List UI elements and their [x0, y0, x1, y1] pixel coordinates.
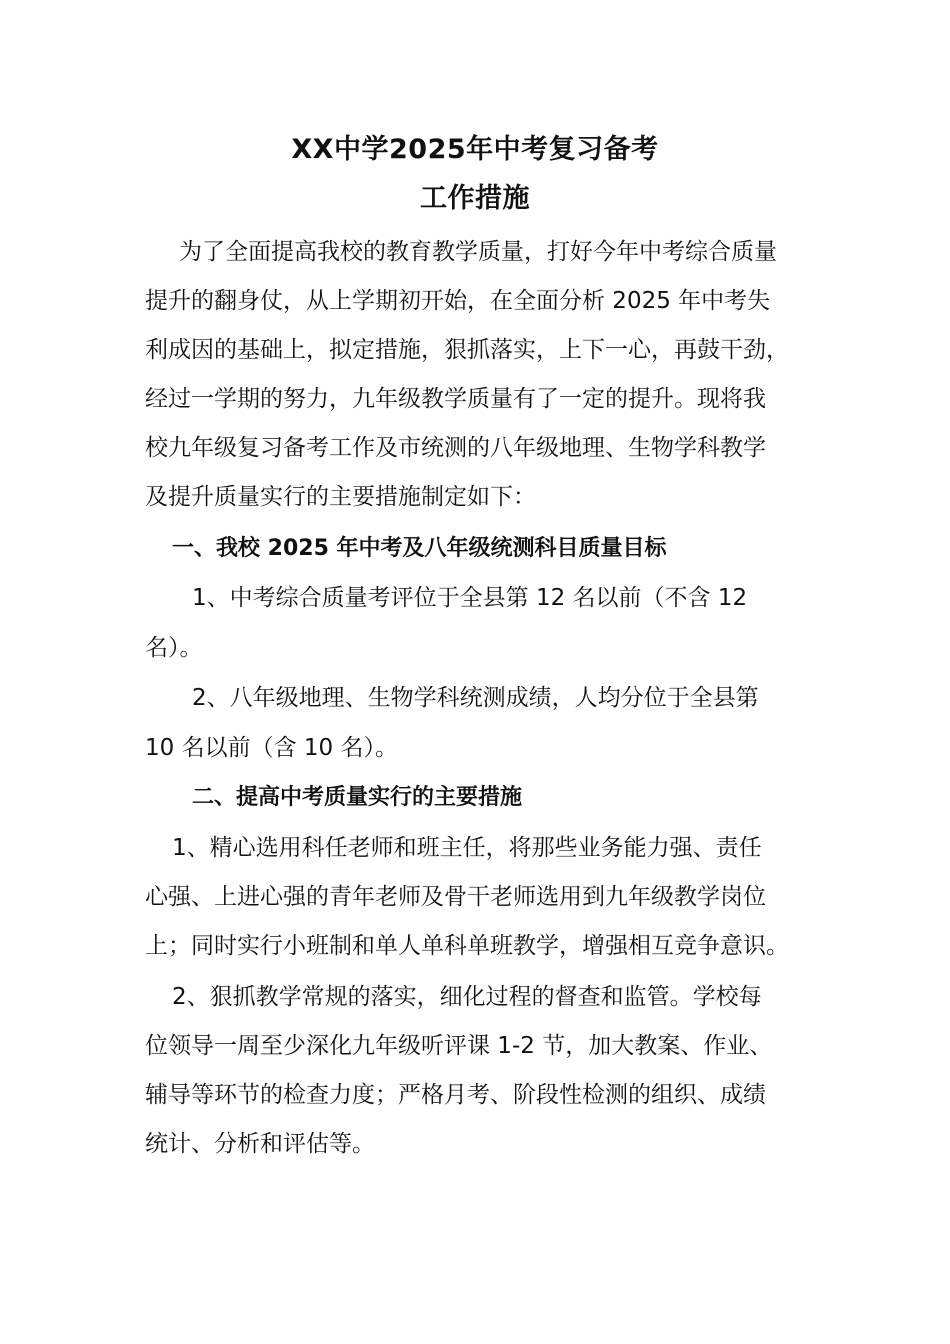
section-1-item-2-line: 2、八年级地理、生物学科统测成绩，人均分位于全县第 [192, 685, 759, 711]
document-title-line-2: 工作措施 [420, 183, 530, 214]
section-1-heading: 一、我校 2025 年中考及八年级统测科目质量目标 [172, 536, 667, 561]
section-1-item-2-line: 10 名以前（含 10 名）。 [145, 735, 398, 761]
section-2-heading: 二、提高中考质量实行的主要措施 [192, 785, 523, 810]
section-2-item-1-line: 1、精心选用科任老师和班主任，将那些业务能力强、责任 [172, 835, 762, 861]
section-2-item-1-line: 心强、上进心强的青年老师及骨干老师选用到九年级教学岗位 [145, 884, 766, 910]
section-2-item-2-line: 位领导一周至少深化九年级听评课 1-2 节，加大教案、作业、 [145, 1033, 773, 1059]
intro-line: 提升的翻身仗，从上学期初开始，在全面分析 2025 年中考失 [145, 288, 771, 314]
section-1-item-1-line: 名）。 [145, 635, 203, 661]
intro-line: 校九年级复习备考工作及市统测的八年级地理、生物学科教学 [145, 435, 766, 461]
intro-line: 及提升质量实行的主要措施制定如下： [145, 484, 536, 510]
section-2-item-2-line: 2、狠抓教学常规的落实，细化过程的督查和监管。学校每 [172, 984, 762, 1010]
document-title-line-1: XX中学2025年中考复习备考 [291, 134, 659, 165]
intro-line: 为了全面提高我校的教育教学质量，打好今年中考综合质量 [179, 239, 777, 265]
intro-line: 利成因的基础上，拟定措施，狠抓落实，上下一心，再鼓干劲， [145, 337, 789, 363]
intro-line: 经过一学期的努力，九年级教学质量有了一定的提升。现将我 [145, 386, 766, 412]
section-2-item-2-line: 辅导等环节的检查力度；严格月考、阶段性检测的组织、成绩 [145, 1082, 766, 1108]
section-1-item-1-line: 1、中考综合质量考评位于全县第 12 名以前（不含 12 [192, 585, 748, 611]
section-2-item-2-line: 统计、分析和评估等。 [145, 1131, 375, 1157]
section-2-item-1-line: 上；同时实行小班制和单人单科单班教学，增强相互竞争意识。 [145, 933, 789, 959]
